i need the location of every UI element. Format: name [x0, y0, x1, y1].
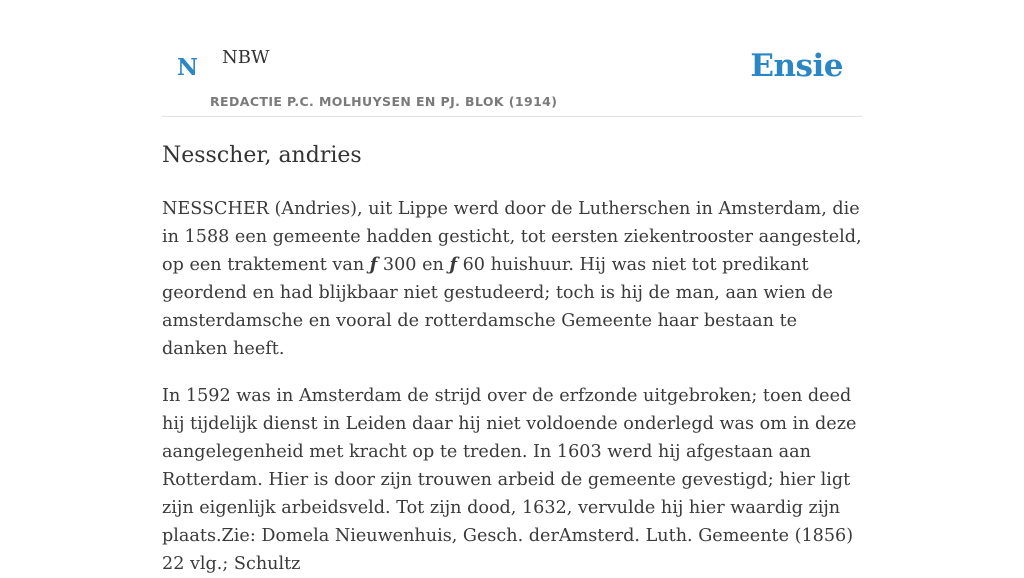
article-title: Nesscher, andries	[162, 143, 362, 168]
article-paragraph	[162, 195, 862, 363]
source-subtitle: REDACTIE P.C. MOLHUYSEN EN PJ. BLOK (1914)	[210, 94, 558, 109]
article-paragraph: In 1592 was in Amsterdam de strijd over de erfzonde uitgebroken; toen deed hij tijdelijk dienst in Leiden daar hij niet voldoende onderlegd was om in deze aangelegenheid met kracht op te treden. In 1603 werd hij afgestaan aan Rotterdam. Hier is door zijn trouwen arbeid de gemeente gevestigd; hier ligt zijn eigenlijk arbeidsveld. Tot zijn dood, 1632, vervulde hij hier waardig zijn plaats.Zie: Domela Nieuwenhuis, Gesch. derAmsterd. Luth. Gemeente (1856) 22 vlg.; Schultz	[162, 385, 857, 574]
source-header	[162, 0, 862, 117]
paragraph-text: 60 huishuur. Hij was niet tot predikant geordend en had blijkbaar niet gestudeerd; toch is hij de man, aan wien de amsterdamsche en vooral de rotterdamsche Gemeente haar bestaan te danken heeft.	[162, 254, 834, 359]
florin-sign: ƒ	[369, 253, 378, 275]
source-logo[interactable]: N	[177, 54, 199, 81]
paragraph-text: 300 en	[377, 254, 450, 275]
source-name-link[interactable]: NBW	[222, 47, 270, 68]
paragraph-text: NESSCHER (Andries), uit Lippe werd door de Lutherschen in Amsterdam, die in 1588 een gemeente hadden gesticht, tot eersten ziekentrooster aangesteld, op een traktement van	[162, 198, 862, 275]
brand-logo-link[interactable]: Ensie	[750, 48, 843, 84]
article-body	[162, 195, 862, 578]
page	[162, 0, 862, 578]
florin-sign: ƒ	[449, 253, 458, 275]
